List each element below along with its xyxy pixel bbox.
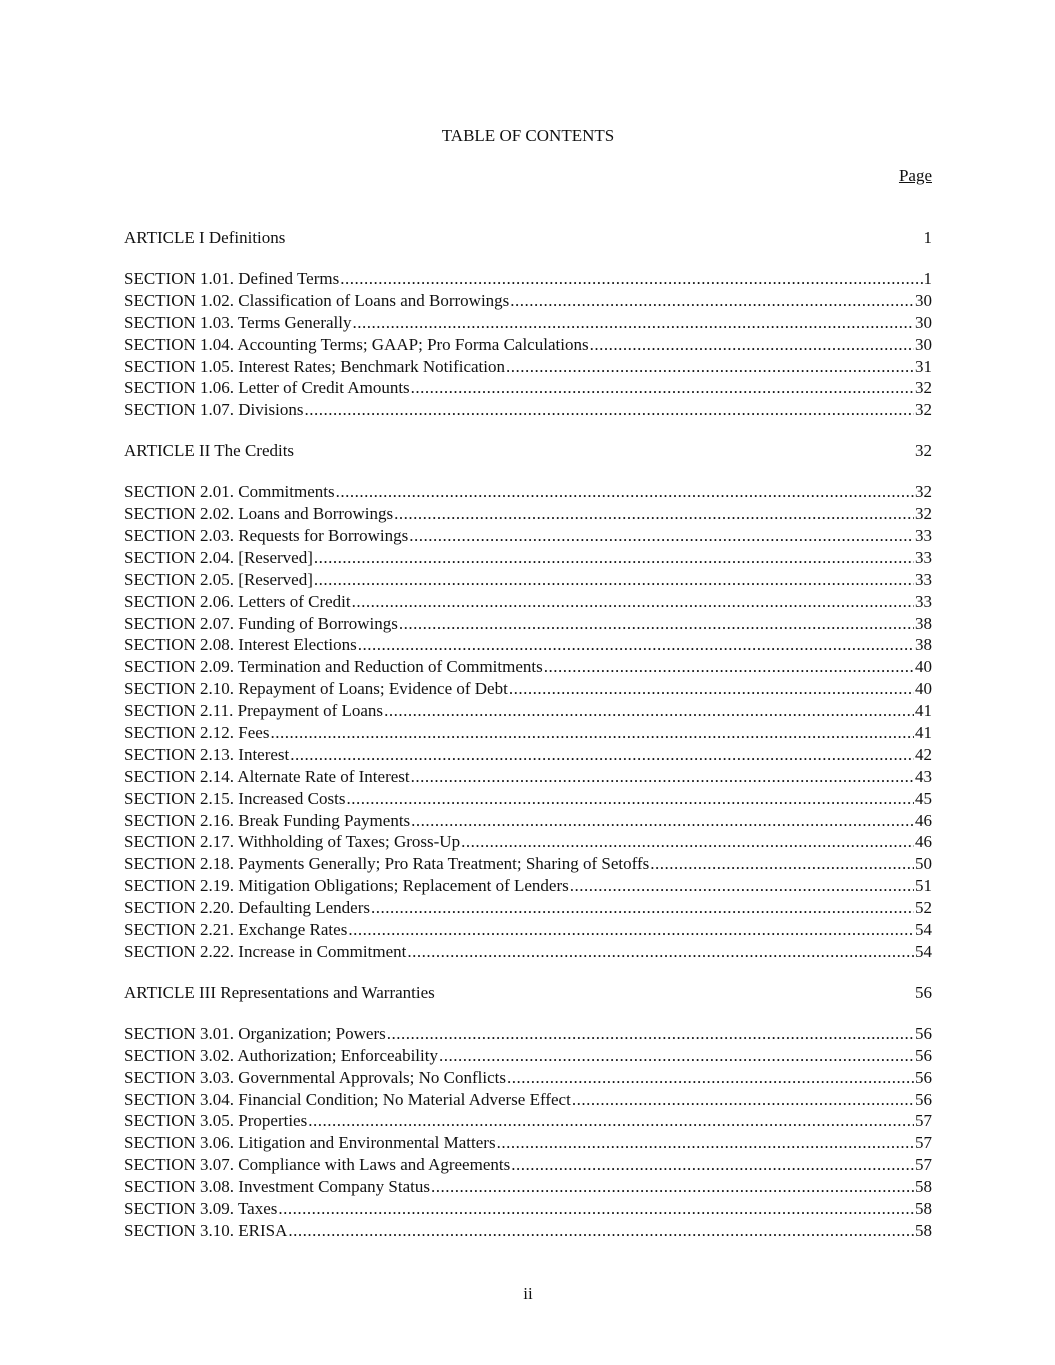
section-label: SECTION 3.05. Properties: [124, 1111, 308, 1131]
section-entry: [124, 1220, 932, 1242]
section-entry: [124, 399, 932, 421]
section-page-number: 41: [915, 701, 932, 721]
dot-leader: [650, 853, 914, 875]
section-label: SECTION 2.11. Prepayment of Loans: [124, 701, 384, 721]
dot-leader: [340, 268, 922, 290]
section-label: SECTION 1.07. Divisions: [124, 400, 304, 420]
article-heading: [124, 440, 932, 462]
section-label: SECTION 1.05. Interest Rates; Benchmark Notification: [124, 356, 505, 376]
dot-leader: [384, 700, 914, 722]
section-entry: [124, 312, 932, 334]
dot-leader: [411, 810, 914, 832]
section-label: SECTION 2.14. Alternate Rate of Interest: [124, 766, 410, 786]
section-page-number: 56: [915, 1045, 932, 1065]
dot-leader: [497, 1132, 914, 1154]
section-label: SECTION 2.22. Increase in Commitment: [124, 941, 407, 961]
section-entry: [124, 1198, 932, 1220]
dot-leader: [387, 1023, 914, 1045]
section-label: SECTION 3.02. Authorization; Enforceability: [124, 1045, 438, 1065]
section-entry: [124, 268, 932, 290]
dot-leader: [439, 1045, 914, 1067]
section-entry: [124, 591, 932, 613]
dot-leader: [308, 1110, 914, 1132]
article-label: ARTICLE I Definitions: [124, 228, 286, 247]
article-label: ARTICLE III Representations and Warranties: [124, 982, 435, 1002]
section-entry: [124, 744, 932, 766]
section-label: SECTION 2.03. Requests for Borrowings: [124, 526, 409, 546]
section-entry: [124, 788, 932, 810]
dot-leader: [358, 634, 914, 656]
section-page-number: 57: [915, 1111, 932, 1131]
dot-leader: [570, 875, 914, 897]
dot-leader: [431, 1176, 914, 1198]
section-entry: [124, 678, 932, 700]
section-entry: [124, 1067, 932, 1089]
dot-leader: [411, 766, 914, 788]
section-entry: [124, 1176, 932, 1198]
section-label: SECTION 2.15. Increased Costs: [124, 788, 346, 808]
section-entry: [124, 1045, 932, 1067]
section-label: SECTION 2.07. Funding of Borrowings: [124, 613, 398, 633]
section-label: SECTION 3.08. Investment Company Status: [124, 1177, 430, 1197]
section-entry: [124, 334, 932, 356]
section-label: SECTION 2.08. Interest Elections: [124, 635, 357, 655]
section-entry: [124, 656, 932, 678]
section-entry: [124, 525, 932, 547]
section-label: SECTION 3.01. Organization; Powers: [124, 1023, 386, 1043]
section-page-number: 40: [915, 657, 932, 677]
section-page-number: 52: [915, 898, 932, 918]
article-page-number: 32: [915, 441, 932, 461]
dot-leader: [314, 569, 914, 591]
dot-leader: [511, 1154, 914, 1176]
dot-leader: [510, 290, 914, 312]
section-page-number: 56: [915, 1023, 932, 1043]
article-heading: [124, 982, 932, 1004]
section-page-number: 57: [915, 1133, 932, 1153]
article-label: ARTICLE II The Credits: [124, 441, 295, 461]
section-page-number: 32: [915, 400, 932, 420]
section-label: SECTION 3.09. Taxes: [124, 1198, 278, 1218]
section-entry: [124, 1154, 932, 1176]
section-page-number: 38: [915, 635, 932, 655]
section-entry: [124, 481, 932, 503]
section-label: SECTION 2.21. Exchange Rates: [124, 920, 348, 940]
article-page-number: 56: [915, 982, 932, 1002]
dot-leader: [544, 656, 914, 678]
section-label: SECTION 1.04. Accounting Terms; GAAP; Pro Forma Calculations: [124, 334, 589, 354]
section-page-number: 57: [915, 1155, 932, 1175]
dot-leader: [411, 377, 914, 399]
dot-leader: [278, 1198, 914, 1220]
dot-leader: [399, 613, 914, 635]
dot-leader: [371, 897, 914, 919]
section-entry: [124, 569, 932, 591]
toc-title: TABLE OF CONTENTS: [441, 126, 615, 145]
section-page-number: 56: [915, 1067, 932, 1087]
section-label: SECTION 3.10. ERISA: [124, 1220, 288, 1240]
section-label: SECTION 1.02. Classification of Loans and Borrowings: [124, 290, 510, 310]
dot-leader: [314, 547, 914, 569]
dot-leader: [509, 678, 914, 700]
section-label: SECTION 1.01. Defined Terms: [124, 269, 340, 288]
section-entry: [124, 766, 932, 788]
section-page-number: 31: [915, 356, 932, 376]
section-label: SECTION 2.12. Fees: [124, 723, 270, 743]
document-page: [124, 0, 932, 1365]
section-label: SECTION 3.03. Governmental Approvals; No Conflicts: [124, 1067, 506, 1087]
dot-leader: [461, 831, 914, 853]
dot-leader: [288, 1220, 914, 1242]
section-entry: [124, 941, 932, 963]
section-entry: [124, 503, 932, 525]
dot-leader: [409, 525, 914, 547]
dot-leader: [290, 744, 914, 766]
section-entry: [124, 853, 932, 875]
section-page-number: 38: [915, 613, 932, 633]
section-label: SECTION 2.17. Withholding of Taxes; Gross-Up: [124, 832, 461, 852]
section-page-number: 56: [915, 1089, 932, 1109]
dot-leader: [348, 919, 914, 941]
dot-leader: [346, 788, 914, 810]
section-page-number: 42: [915, 744, 932, 764]
section-page-number: 32: [915, 378, 932, 398]
section-label: SECTION 2.16. Break Funding Payments: [124, 810, 411, 830]
section-page-number: 46: [915, 810, 932, 830]
section-page-number: 33: [915, 569, 932, 589]
section-label: SECTION 2.19. Mitigation Obligations; Replacement of Lenders: [124, 876, 569, 896]
section-entry: [124, 634, 932, 656]
section-entry: [124, 700, 932, 722]
section-page-number: 54: [915, 920, 932, 940]
footer-page-number: ii: [523, 1284, 533, 1303]
section-page-number: 32: [915, 504, 932, 524]
section-page-number: 58: [915, 1198, 932, 1218]
section-label: SECTION 3.07. Compliance with Laws and Agreements: [124, 1155, 511, 1175]
section-page-number: 54: [915, 941, 932, 961]
section-label: SECTION 2.10. Repayment of Loans; Evidence of Debt: [124, 679, 508, 699]
section-entry: [124, 897, 932, 919]
section-page-number: 30: [915, 334, 932, 354]
section-page-number: 30: [915, 290, 932, 310]
section-label: SECTION 1.06. Letter of Credit Amounts: [124, 378, 410, 398]
dot-leader: [572, 1089, 914, 1111]
dot-leader: [506, 356, 914, 378]
section-page-number: 51: [915, 876, 932, 896]
section-page-number: 33: [915, 526, 932, 546]
section-entry: [124, 1089, 932, 1111]
section-label: SECTION 2.01. Commitments: [124, 482, 335, 502]
dot-leader: [352, 312, 914, 334]
section-page-number: 43: [915, 766, 932, 786]
section-page-number: 41: [915, 723, 932, 743]
section-label: SECTION 2.18. Payments Generally; Pro Rata Treatment; Sharing of Setoffs: [124, 854, 650, 874]
section-entry: [124, 547, 932, 569]
section-page-number: 58: [915, 1177, 932, 1197]
section-page-number: 33: [915, 591, 932, 611]
dot-leader: [336, 481, 914, 503]
section-page-number: 1: [923, 269, 932, 288]
section-entry: [124, 875, 932, 897]
article-page-number: 1: [923, 228, 932, 247]
page-column-heading: Page: [898, 166, 932, 185]
section-label: SECTION 2.02. Loans and Borrowings: [124, 504, 394, 524]
section-label: SECTION 2.09. Termination and Reduction of Commitments: [124, 657, 543, 677]
section-label: SECTION 1.03. Terms Generally: [124, 312, 352, 332]
section-label: SECTION 2.20. Defaulting Lenders: [124, 898, 370, 918]
dot-leader: [352, 591, 914, 613]
dot-leader: [304, 399, 914, 421]
section-entry: [124, 290, 932, 312]
dot-leader: [507, 1067, 914, 1089]
section-page-number: 46: [915, 832, 932, 852]
section-entry: [124, 810, 932, 832]
section-page-number: 32: [915, 482, 932, 502]
section-label: SECTION 2.13. Interest: [124, 744, 290, 764]
section-entry: [124, 1023, 932, 1045]
section-page-number: 30: [915, 312, 932, 332]
section-entry: [124, 722, 932, 744]
section-entry: [124, 1110, 932, 1132]
section-entry: [124, 356, 932, 378]
section-page-number: 40: [915, 679, 932, 699]
section-entry: [124, 1132, 932, 1154]
section-label: SECTION 3.06. Litigation and Environmental Matters: [124, 1133, 496, 1153]
article-heading: [124, 227, 932, 249]
section-label: SECTION 2.04. [Reserved]: [124, 547, 313, 567]
section-entry: [124, 377, 932, 399]
dot-leader: [394, 503, 914, 525]
section-entry: [124, 919, 932, 941]
section-label: SECTION 3.04. Financial Condition; No Material Adverse Effect: [124, 1089, 571, 1109]
section-label: SECTION 2.05. [Reserved]: [124, 569, 313, 589]
section-entry: [124, 831, 932, 853]
toc-list: [124, 227, 932, 1242]
dot-leader: [270, 722, 914, 744]
section-page-number: 33: [915, 547, 932, 567]
section-entry: [124, 613, 932, 635]
section-page-number: 50: [915, 854, 932, 874]
dot-leader: [407, 941, 914, 963]
section-page-number: 45: [915, 788, 932, 808]
section-page-number: 58: [915, 1220, 932, 1240]
dot-leader: [590, 334, 914, 356]
section-label: SECTION 2.06. Letters of Credit: [124, 591, 351, 611]
